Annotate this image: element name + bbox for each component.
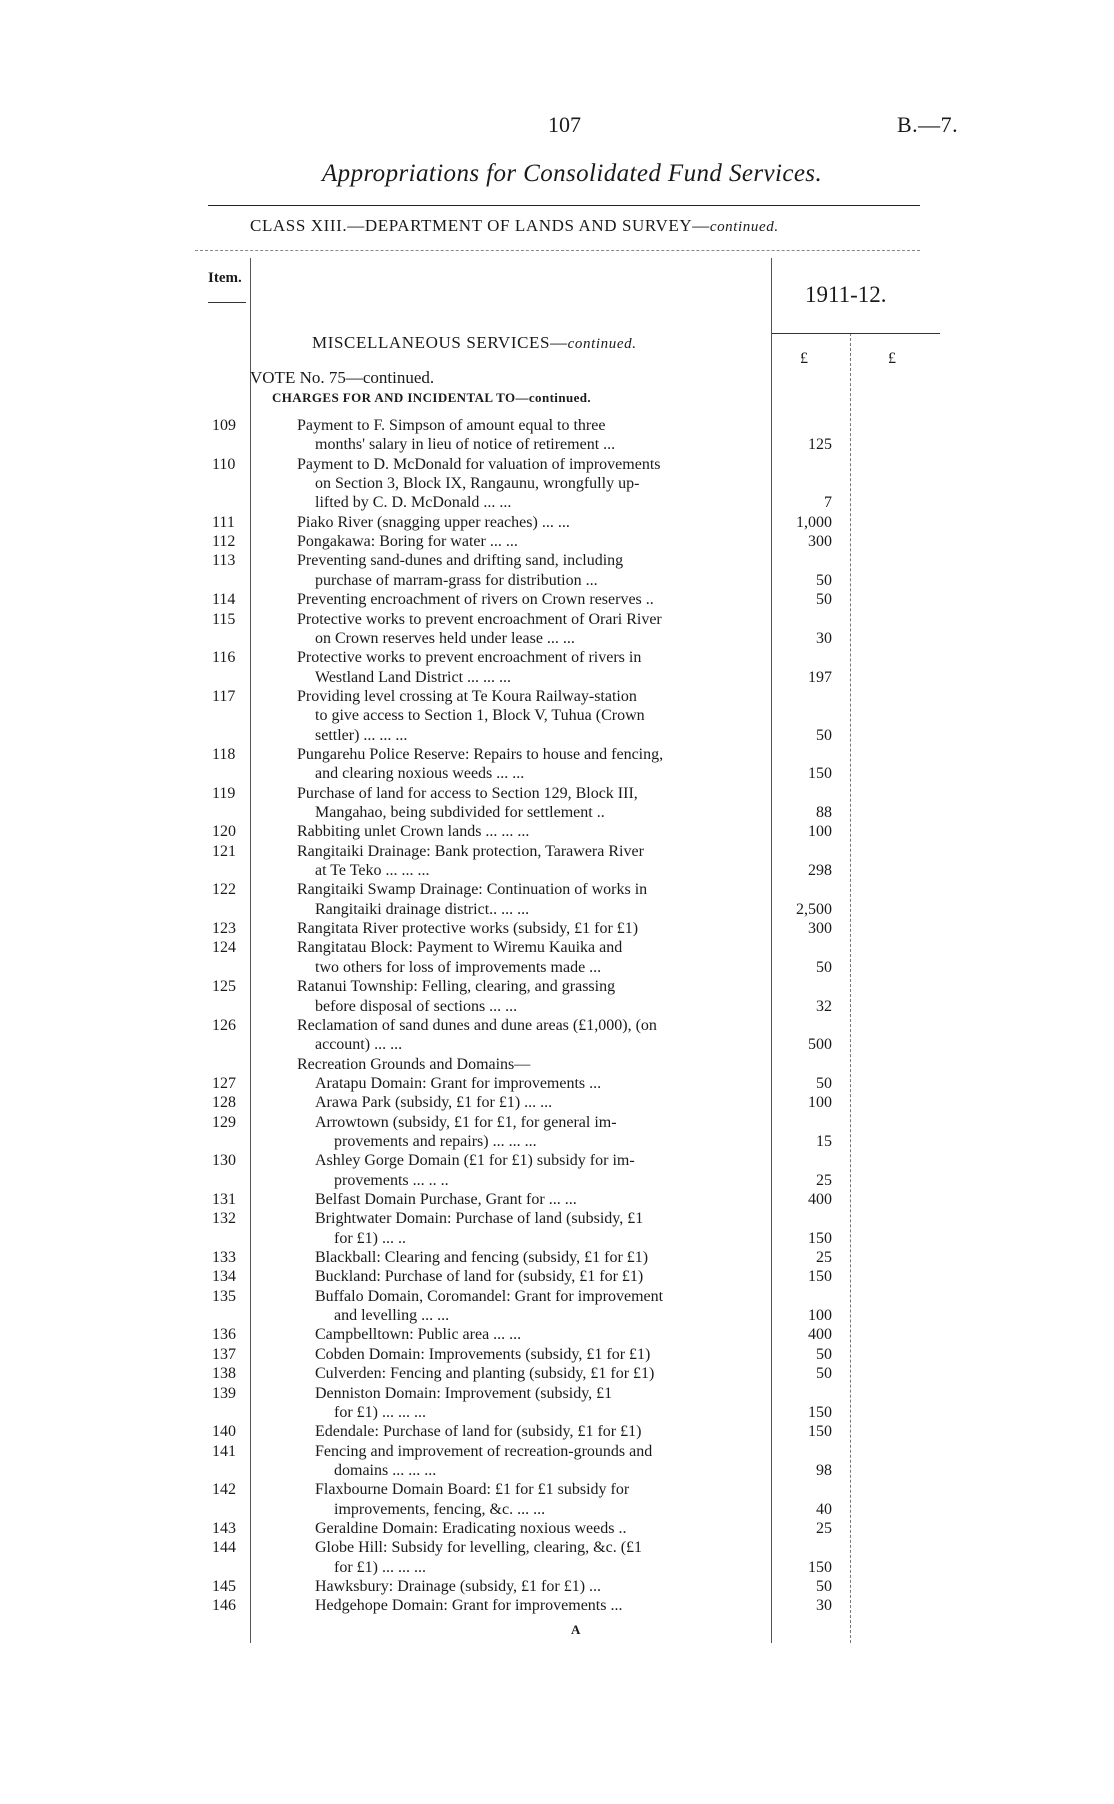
item-number: 131: [212, 1191, 236, 1208]
table-row: [0, 1074, 1114, 1093]
item-description: Flaxbourne Domain Board: £1 for £1 subsidy for: [315, 1481, 630, 1499]
item-amount: 100: [808, 1307, 832, 1325]
item-description: Hedgehope Domain: Grant for improvements ...: [315, 1597, 623, 1615]
table-row: [0, 1132, 1114, 1151]
table-row: [0, 919, 1114, 938]
item-amount: 150: [808, 1268, 832, 1286]
table-row: [0, 1016, 1114, 1035]
item-number: 136: [212, 1326, 236, 1344]
item-description: Buffalo Domain, Coromandel: Grant for improvement: [315, 1287, 664, 1305]
item-number: 133: [212, 1249, 236, 1267]
item-column-header: Item.: [208, 270, 242, 286]
item-header-rule: [208, 302, 246, 303]
item-number: 135: [212, 1287, 236, 1305]
item-description: Rangitaiki Swamp Drainage: Continuation of works in: [297, 881, 648, 899]
table-row: [0, 571, 1114, 590]
item-description: Belfast Domain Purchase, Grant for ... ...: [315, 1191, 577, 1208]
item-description: Payment to D. McDonald for valuation of improvements: [297, 455, 661, 473]
item-description: settler) ... ... ...: [315, 726, 408, 744]
table-row: [0, 590, 1114, 609]
item-description: Brightwater Domain: Purchase of land (subsidy, £1: [315, 1210, 644, 1228]
table-row: [0, 880, 1114, 899]
item-amount: 300: [808, 920, 832, 938]
item-number: 142: [212, 1481, 236, 1499]
item-number: 137: [212, 1345, 236, 1363]
item-number: 123: [212, 920, 236, 938]
table-row: [0, 1093, 1114, 1112]
table-row: [0, 1519, 1114, 1538]
item-description: Rabbiting unlet Crown lands ... ... ...: [297, 823, 530, 841]
item-description: Arrowtown (subsidy, £1 for £1, for general im-: [315, 1113, 617, 1131]
section-heading: [312, 333, 637, 353]
amount-header-rule: [772, 333, 940, 334]
table-row: [0, 1171, 1114, 1190]
table-row: [0, 1190, 1114, 1209]
item-description: Fencing and improvement of recreation-grounds and: [315, 1442, 653, 1460]
table-row: [0, 1558, 1114, 1577]
top-rule: [208, 205, 920, 206]
item-number: 118: [212, 745, 236, 763]
item-amount: 50: [816, 726, 832, 744]
item-number: 132: [212, 1210, 236, 1228]
item-amount: 15: [816, 1132, 832, 1150]
vote-heading: VOTE No. 75—continued.: [250, 368, 435, 387]
item-description: Purchase of land for access to Section 129, Block III,: [297, 784, 638, 802]
item-description: months' salary in lieu of notice of retirement ...: [315, 436, 616, 454]
item-description: Globe Hill: Subsidy for levelling, clearing, &c. (£1: [315, 1539, 643, 1557]
item-description: Edendale: Purchase of land for (subsidy, £1 for £1): [315, 1423, 642, 1441]
item-number: 140: [212, 1423, 236, 1441]
item-amount: 25: [816, 1171, 832, 1189]
table-row: [0, 900, 1114, 919]
item-amount: 400: [808, 1191, 832, 1208]
table-row: [0, 958, 1114, 977]
item-amount: 40: [816, 1500, 832, 1518]
item-description: Campbelltown: Public area ... ...: [315, 1326, 522, 1344]
table-row: [0, 610, 1114, 629]
item-amount: 50: [816, 1074, 832, 1092]
item-amount: 50: [816, 571, 832, 589]
currency-label-1: £: [800, 350, 808, 367]
item-number: 110: [212, 455, 236, 473]
table-row: [0, 997, 1114, 1016]
table-row: [0, 1345, 1114, 1364]
item-description: Pongakawa: Boring for water ... ...: [297, 533, 518, 551]
item-amount: 1,000: [796, 513, 832, 531]
table-row: [0, 1364, 1114, 1383]
table-row: [0, 455, 1114, 474]
table-row: [0, 532, 1114, 551]
table-row: [0, 1055, 1114, 1074]
item-number: 129: [212, 1113, 236, 1131]
item-number: 116: [212, 649, 236, 667]
item-description: Mangahao, being subdivided for settlement ..: [315, 804, 605, 821]
item-amount: 50: [816, 1345, 832, 1363]
signature-mark: A: [571, 1622, 581, 1637]
item-amount: 88: [816, 804, 832, 821]
table-row: [0, 668, 1114, 687]
item-number: 124: [212, 939, 236, 957]
item-number: 134: [212, 1268, 236, 1286]
item-number: 114: [212, 591, 236, 609]
year-column-header: 1911-12.: [805, 282, 887, 307]
table-row: [0, 1287, 1114, 1306]
table-row: [0, 551, 1114, 570]
item-amount: 150: [808, 1229, 832, 1247]
class-heading: [250, 216, 779, 236]
document-title: Appropriations for Consolidated Fund Services.: [322, 160, 823, 187]
item-number: 127: [212, 1074, 236, 1092]
item-description: Pungarehu Police Reserve: Repairs to house and fencing,: [297, 745, 664, 763]
item-description: Buckland: Purchase of land for (subsidy, £1 for £1): [315, 1268, 644, 1286]
header-divider: [195, 250, 920, 251]
item-amount: 30: [816, 1597, 832, 1615]
charges-heading: CHARGES FOR AND INCIDENTAL TO—continued.: [272, 390, 592, 405]
table-row: [0, 977, 1114, 996]
item-description: Piako River (snagging upper reaches) ... ...: [297, 513, 570, 531]
table-row: [0, 1596, 1114, 1615]
table-row: [0, 629, 1114, 648]
item-description: before disposal of sections ... ...: [315, 997, 518, 1015]
item-description: two others for loss of improvements made ...: [315, 958, 602, 976]
item-description: purchase of marram-grass for distribution ...: [315, 571, 598, 589]
class-heading-text: CLASS XIII.—DEPARTMENT OF LANDS AND SURVEY—: [250, 216, 710, 235]
item-number: 143: [212, 1519, 236, 1537]
item-number: 139: [212, 1384, 236, 1402]
item-number: 130: [212, 1152, 236, 1170]
item-number: 128: [212, 1094, 236, 1112]
item-description: to give access to Section 1, Block V, Tuhua (Crown: [315, 707, 645, 725]
table-row: [0, 803, 1114, 822]
item-description: for £1) ... ..: [334, 1229, 406, 1247]
item-amount: 125: [808, 436, 832, 454]
table-row: [0, 1325, 1114, 1344]
section-heading-text: MISCELLANEOUS SERVICES—: [312, 333, 568, 352]
item-amount: 50: [816, 1578, 832, 1595]
item-description: lifted by C. D. McDonald ... ...: [315, 494, 512, 512]
item-amount: 150: [808, 765, 832, 783]
table-row: [0, 764, 1114, 783]
table-row: [0, 648, 1114, 667]
table-row: [0, 1209, 1114, 1228]
item-description: at Te Teko ... ... ...: [315, 862, 430, 880]
item-number: 112: [212, 533, 236, 551]
item-number: 146: [212, 1597, 236, 1615]
table-row: [0, 822, 1114, 841]
item-description: and clearing noxious weeds ... ...: [315, 765, 525, 783]
page-reference: B.—7.: [897, 112, 959, 137]
item-description: and levelling ... ...: [334, 1307, 450, 1325]
item-amount: 150: [808, 1558, 832, 1576]
item-number: 119: [212, 784, 236, 802]
table-row: [0, 1229, 1114, 1248]
item-description: Providing level crossing at Te Koura Railway-station: [297, 687, 637, 705]
item-description: Preventing encroachment of rivers on Crown reserves ..: [297, 591, 654, 609]
table-row: [0, 1422, 1114, 1441]
table-row: [0, 513, 1114, 532]
item-description: Rangitatau Block: Payment to Wiremu Kauika and: [297, 939, 623, 957]
table-row: [0, 706, 1114, 725]
table-row: [0, 1461, 1114, 1480]
table-row: [0, 474, 1114, 493]
item-amount: 50: [816, 591, 832, 609]
item-description: on Section 3, Block IX, Rangaunu, wrongfully up-: [315, 475, 640, 493]
item-amount: 298: [808, 862, 832, 880]
item-description: provements and repairs) ... ... ...: [334, 1132, 537, 1150]
item-description: Ashley Gorge Domain (£1 for £1) subsidy for im-: [315, 1152, 635, 1170]
item-amount: 50: [816, 958, 832, 976]
item-number: 145: [212, 1578, 236, 1595]
item-description: Protective works to prevent encroachment of rivers in: [297, 649, 642, 667]
currency-label-2: £: [888, 350, 896, 367]
item-amount: 300: [808, 533, 832, 551]
item-number: 144: [212, 1539, 236, 1557]
table-row: [0, 1035, 1114, 1054]
table-row: [0, 435, 1114, 454]
item-number: 126: [212, 1016, 236, 1034]
item-number: 122: [212, 881, 236, 899]
table-row: [0, 1384, 1114, 1403]
item-amount: 25: [816, 1519, 832, 1537]
section-heading-suffix: continued.: [567, 336, 637, 352]
table-row: [0, 493, 1114, 512]
table-row: [0, 784, 1114, 803]
table-row: [0, 1442, 1114, 1461]
item-amount: 100: [808, 823, 832, 841]
item-number: 125: [212, 978, 236, 996]
table-row: [0, 687, 1114, 706]
table-row: [0, 1403, 1114, 1422]
table-row: [0, 1538, 1114, 1557]
item-description: Preventing sand-dunes and drifting sand, including: [297, 552, 624, 570]
item-number: 120: [212, 823, 236, 841]
item-amount: 197: [808, 668, 832, 686]
item-amount: 7: [824, 494, 832, 512]
item-description: Denniston Domain: Improvement (subsidy, £1: [315, 1384, 613, 1402]
item-amount: 25: [816, 1249, 832, 1267]
item-description: Rangitata River protective works (subsidy, £1 for £1): [297, 920, 639, 938]
table-row: [0, 1480, 1114, 1499]
item-description: for £1) ... ... ...: [334, 1403, 426, 1421]
table-row: [0, 416, 1114, 435]
item-description: Westland Land District ... ... ...: [315, 668, 512, 686]
item-description: improvements, fencing, &c. ... ...: [334, 1500, 546, 1518]
item-description: for £1) ... ... ...: [334, 1558, 426, 1576]
item-description: Reclamation of sand dunes and dune areas (£1,000), (on: [297, 1016, 657, 1034]
item-description: domains ... ... ...: [334, 1461, 437, 1479]
item-number: 121: [212, 842, 236, 860]
item-number: 117: [212, 687, 236, 705]
item-description: Hawksbury: Drainage (subsidy, £1 for £1) ...: [315, 1578, 602, 1595]
item-amount: 98: [816, 1461, 832, 1479]
item-description: Recreation Grounds and Domains—: [297, 1055, 531, 1073]
table-row: [0, 938, 1114, 957]
table-row: [0, 1306, 1114, 1325]
item-number: 113: [212, 552, 236, 570]
table-row: [0, 1248, 1114, 1267]
table-row: [0, 1151, 1114, 1170]
item-number: 111: [212, 513, 235, 531]
item-number: 109: [212, 417, 236, 434]
item-amount: 2,500: [796, 900, 832, 918]
item-amount: 32: [816, 997, 832, 1015]
item-description: Blackball: Clearing and fencing (subsidy, £1 for £1): [315, 1249, 649, 1267]
item-description: Ratanui Township: Felling, clearing, and grassing: [297, 978, 616, 996]
table-row: [0, 1267, 1114, 1286]
item-description: Arawa Park (subsidy, £1 for £1) ... ...: [315, 1094, 553, 1112]
class-heading-suffix: continued.: [709, 219, 779, 235]
item-description: provements ... .. ..: [334, 1171, 449, 1189]
page-number: 107: [548, 112, 581, 137]
item-description: Payment to F. Simpson of amount equal to three: [297, 417, 606, 434]
item-number: 141: [212, 1442, 236, 1460]
item-description: account) ... ...: [315, 1036, 403, 1054]
item-number: 115: [212, 610, 236, 628]
table-row: [0, 861, 1114, 880]
item-description: Rangitaiki Drainage: Bank protection, Tarawera River: [297, 842, 644, 860]
table-row: [0, 726, 1114, 745]
item-description: Rangitaiki drainage district.. ... ...: [315, 900, 530, 918]
item-amount: 500: [808, 1036, 832, 1054]
table-row: [0, 745, 1114, 764]
table-row: [0, 1113, 1114, 1132]
table-row: [0, 1577, 1114, 1596]
item-number: 138: [212, 1365, 236, 1383]
item-description: on Crown reserves held under lease ... ...: [315, 629, 575, 647]
item-amount: 400: [808, 1326, 832, 1344]
table-row: [0, 1500, 1114, 1519]
item-amount: 50: [816, 1365, 832, 1383]
item-description: Culverden: Fencing and planting (subsidy, £1 for £1): [315, 1365, 655, 1383]
item-amount: 150: [808, 1423, 832, 1441]
item-description: Protective works to prevent encroachment of Orari River: [297, 610, 662, 628]
item-description: Aratapu Domain: Grant for improvements ...: [315, 1074, 602, 1092]
item-description: Cobden Domain: Improvements (subsidy, £1 for £1): [315, 1345, 651, 1363]
item-amount: 100: [808, 1094, 832, 1112]
item-description: Geraldine Domain: Eradicating noxious weeds ..: [315, 1519, 627, 1537]
item-amount: 30: [816, 629, 832, 647]
table-row: [0, 842, 1114, 861]
item-amount: 150: [808, 1403, 832, 1421]
